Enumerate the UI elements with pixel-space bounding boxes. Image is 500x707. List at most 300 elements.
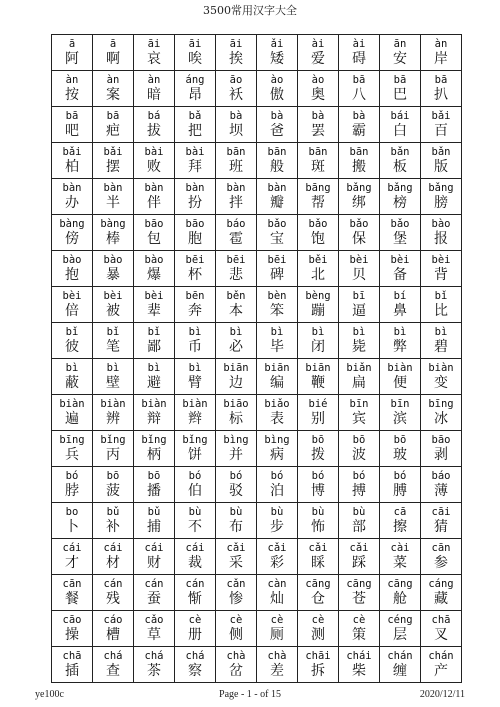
char-cell [380, 215, 421, 251]
char-cell [52, 575, 93, 611]
pinyin-label: ào [270, 74, 284, 86]
char-cell [421, 71, 462, 107]
pinyin-label: ān [393, 38, 407, 50]
pinyin-label: bù [270, 506, 284, 518]
pinyin-label: biǎn [346, 362, 372, 374]
char-cell [298, 539, 339, 575]
hanzi-character: 辫 [188, 411, 202, 427]
hanzi-character: 保 [352, 231, 366, 247]
char-cell [134, 107, 175, 143]
hanzi-character: 别 [311, 411, 325, 427]
char-cell [298, 575, 339, 611]
hanzi-character: 按 [65, 87, 79, 103]
hanzi-character: 灿 [270, 591, 284, 607]
pinyin-label: āi [229, 38, 243, 50]
pinyin-label: cái [62, 542, 82, 554]
char-cell [134, 575, 175, 611]
char-cell [380, 611, 421, 647]
char-cell [380, 71, 421, 107]
char-cell [175, 215, 216, 251]
hanzi-character: 安 [393, 51, 407, 67]
pinyin-label: biàn [141, 398, 167, 410]
hanzi-character: 爸 [270, 123, 284, 139]
hanzi-character: 蹦 [311, 303, 325, 319]
pinyin-label: bèi [103, 290, 123, 302]
char-cell [339, 179, 380, 215]
pinyin-label: biān [305, 362, 331, 374]
char-cell [339, 467, 380, 503]
pinyin-label: bāo [144, 218, 164, 230]
hanzi-character: 册 [188, 627, 202, 643]
pinyin-label: cǎi [308, 542, 328, 554]
hanzi-character: 板 [393, 159, 407, 175]
char-cell [257, 539, 298, 575]
hanzi-character: 案 [106, 87, 120, 103]
pinyin-label: bā [393, 74, 407, 86]
char-cell [298, 287, 339, 323]
grid-row [52, 323, 462, 359]
pinyin-label: bīng [59, 434, 85, 446]
hanzi-character: 鄙 [147, 339, 161, 355]
char-cell [52, 395, 93, 431]
char-cell [175, 359, 216, 395]
hanzi-character: 变 [434, 375, 448, 391]
pinyin-label: bèn [267, 290, 287, 302]
char-cell [216, 71, 257, 107]
hanzi-character: 避 [147, 375, 161, 391]
pinyin-label: cāo [62, 614, 82, 626]
char-cell [380, 359, 421, 395]
pinyin-label: chái [346, 650, 372, 662]
char-cell [257, 647, 298, 683]
char-cell [380, 251, 421, 287]
char-cell [257, 107, 298, 143]
char-cell [52, 359, 93, 395]
hanzi-character: 泊 [270, 483, 284, 499]
pinyin-label: bǎn [390, 146, 410, 158]
pinyin-label: bà [352, 110, 366, 122]
char-cell [421, 359, 462, 395]
hanzi-character: 榜 [393, 195, 407, 211]
char-cell [52, 107, 93, 143]
pinyin-label: chá [144, 650, 164, 662]
hanzi-character: 袄 [229, 87, 243, 103]
hanzi-character: 茶 [147, 663, 161, 679]
char-cell [175, 287, 216, 323]
pinyin-label: bì [270, 326, 284, 338]
char-cell [175, 179, 216, 215]
pinyin-label: cān [62, 578, 82, 590]
char-cell [339, 431, 380, 467]
grid-row [52, 179, 462, 215]
grid-row [52, 467, 462, 503]
grid-row [52, 539, 462, 575]
pinyin-label: ā [109, 38, 117, 50]
char-cell [380, 35, 421, 71]
hanzi-character: 辨 [106, 411, 120, 427]
pinyin-label: bù [229, 506, 243, 518]
hanzi-character: 草 [147, 627, 161, 643]
pinyin-label: bó [352, 470, 366, 482]
hanzi-character: 策 [352, 627, 366, 643]
pinyin-label: bào [103, 254, 123, 266]
pinyin-label: àn [434, 38, 448, 50]
hanzi-character: 碧 [434, 339, 448, 355]
grid-row [52, 647, 462, 683]
char-cell [298, 215, 339, 251]
pinyin-label: biān [264, 362, 290, 374]
hanzi-character: 伯 [188, 483, 202, 499]
pinyin-label: cán [103, 578, 123, 590]
char-cell [134, 359, 175, 395]
char-cell [216, 179, 257, 215]
hanzi-character: 查 [106, 663, 120, 679]
hanzi-character: 蔽 [65, 375, 79, 391]
hanzi-character: 背 [434, 267, 448, 283]
hanzi-character: 碑 [270, 267, 284, 283]
pinyin-label: bù [311, 506, 325, 518]
hanzi-character: 笨 [270, 303, 284, 319]
hanzi-character: 擦 [393, 519, 407, 535]
pinyin-label: bǎn [431, 146, 451, 158]
hanzi-character: 扁 [352, 375, 366, 391]
hanzi-character: 胞 [188, 231, 202, 247]
pinyin-label: bìng [264, 434, 290, 446]
grid-row [52, 359, 462, 395]
hanzi-character: 傍 [65, 231, 79, 247]
char-cell [257, 503, 298, 539]
pinyin-label: bà [229, 110, 243, 122]
hanzi-character: 冰 [434, 411, 448, 427]
pinyin-label: cài [390, 542, 410, 554]
grid-row [52, 287, 462, 323]
hanzi-character: 毙 [352, 339, 366, 355]
hanzi-character: 厕 [270, 627, 284, 643]
pinyin-label: cǎi [226, 542, 246, 554]
pinyin-label: bèi [144, 290, 164, 302]
hanzi-character: 扒 [434, 87, 448, 103]
char-cell [175, 143, 216, 179]
char-cell [175, 323, 216, 359]
pinyin-label: céng [387, 614, 413, 626]
pinyin-label: āo [229, 74, 243, 86]
hanzi-character: 察 [188, 663, 202, 679]
pinyin-label: bō [147, 470, 161, 482]
hanzi-character: 苍 [352, 591, 366, 607]
hanzi-character: 碍 [352, 51, 366, 67]
hanzi-character: 班 [229, 159, 243, 175]
hanzi-character: 饱 [311, 231, 325, 247]
pinyin-label: bài [144, 146, 164, 158]
hanzi-character: 柴 [352, 663, 366, 679]
hanzi-character: 雹 [229, 231, 243, 247]
char-cell [134, 287, 175, 323]
pinyin-label: biàn [100, 398, 126, 410]
char-cell [421, 611, 462, 647]
pinyin-label: chāi [305, 650, 331, 662]
hanzi-character: 臂 [188, 375, 202, 391]
char-cell [52, 179, 93, 215]
hanzi-character: 霸 [352, 123, 366, 139]
hanzi-character: 壁 [106, 375, 120, 391]
char-cell [298, 179, 339, 215]
pinyin-label: bǐng [141, 434, 167, 446]
pinyin-label: bǐ [147, 326, 161, 338]
hanzi-character: 采 [229, 555, 243, 571]
pinyin-label: ào [311, 74, 325, 86]
pinyin-label: bǎi [103, 146, 123, 158]
hanzi-character: 逼 [352, 303, 366, 319]
char-cell [93, 71, 134, 107]
hanzi-character: 鼻 [393, 303, 407, 319]
pinyin-label: bà [311, 110, 325, 122]
hanzi-character: 岸 [434, 51, 448, 67]
hanzi-character: 饼 [188, 447, 202, 463]
char-cell [339, 251, 380, 287]
char-cell [175, 467, 216, 503]
char-cell [134, 35, 175, 71]
char-cell [298, 323, 339, 359]
pinyin-label: bīn [349, 398, 369, 410]
hanzi-character: 帮 [311, 195, 325, 211]
hanzi-character: 才 [65, 555, 79, 571]
char-cell [380, 575, 421, 611]
pinyin-label: bó [270, 470, 284, 482]
char-cell [93, 611, 134, 647]
char-cell [339, 395, 380, 431]
hanzi-character: 踩 [352, 555, 366, 571]
pinyin-label: bàng [59, 218, 85, 230]
grid-row [52, 611, 462, 647]
hanzi-character: 堡 [393, 231, 407, 247]
pinyin-label: bā [106, 110, 120, 122]
pinyin-label: bo [65, 506, 79, 518]
pinyin-label: āi [188, 38, 202, 50]
char-cell [298, 611, 339, 647]
char-cell [134, 503, 175, 539]
char-cell [257, 179, 298, 215]
hanzi-character: 傲 [270, 87, 284, 103]
pinyin-label: cán [185, 578, 205, 590]
char-cell [421, 35, 462, 71]
char-cell [339, 35, 380, 71]
pinyin-label: bó [65, 470, 79, 482]
hanzi-character: 摆 [106, 159, 120, 175]
char-cell [298, 71, 339, 107]
pinyin-label: cè [352, 614, 366, 626]
char-cell [216, 143, 257, 179]
pinyin-label: cáng [428, 578, 454, 590]
hanzi-character: 罢 [311, 123, 325, 139]
grid-row [52, 503, 462, 539]
char-cell [421, 179, 462, 215]
pinyin-label: ài [352, 38, 366, 50]
char-cell [52, 71, 93, 107]
pinyin-label: běi [308, 254, 328, 266]
pinyin-label: bēn [185, 290, 205, 302]
pinyin-label: bǐ [65, 326, 79, 338]
pinyin-label: cán [144, 578, 164, 590]
char-cell [175, 107, 216, 143]
hanzi-character: 巴 [393, 87, 407, 103]
hanzi-character: 参 [434, 555, 448, 571]
pinyin-label: bǔ [147, 506, 161, 518]
char-cell [93, 287, 134, 323]
char-cell [93, 647, 134, 683]
char-cell [421, 323, 462, 359]
hanzi-character: 拌 [229, 195, 243, 211]
pinyin-label: bèng [305, 290, 331, 302]
hanzi-character: 弊 [393, 339, 407, 355]
char-cell [216, 323, 257, 359]
char-cell [257, 611, 298, 647]
pinyin-label: cāng [387, 578, 413, 590]
char-cell [52, 431, 93, 467]
pinyin-label: bèi [390, 254, 410, 266]
grid-row [52, 215, 462, 251]
pinyin-label: bié [308, 398, 328, 410]
pinyin-label: bā [352, 74, 366, 86]
hanzi-character: 比 [434, 303, 448, 319]
grid-row [52, 575, 462, 611]
char-cell [52, 215, 93, 251]
pinyin-label: bèi [431, 254, 451, 266]
char-cell [298, 251, 339, 287]
hanzi-character: 坝 [229, 123, 243, 139]
char-cell [93, 467, 134, 503]
char-cell [52, 35, 93, 71]
hanzi-character: 不 [188, 519, 202, 535]
char-cell [216, 251, 257, 287]
char-cell [421, 395, 462, 431]
footer-author: ye100c [35, 689, 64, 700]
char-cell [93, 107, 134, 143]
hanzi-character: 宝 [270, 231, 284, 247]
hanzi-character: 怖 [311, 519, 325, 535]
char-cell [298, 647, 339, 683]
hanzi-character: 柏 [65, 159, 79, 175]
pinyin-label: bà [270, 110, 284, 122]
char-cell [380, 287, 421, 323]
hanzi-grid [51, 34, 462, 683]
char-cell [421, 215, 462, 251]
hanzi-character: 爱 [311, 51, 325, 67]
char-cell [421, 539, 462, 575]
pinyin-label: bǐ [106, 326, 120, 338]
char-cell [298, 395, 339, 431]
hanzi-character: 步 [270, 519, 284, 535]
char-cell [134, 395, 175, 431]
hanzi-character: 搏 [352, 483, 366, 499]
pinyin-label: bāo [431, 434, 451, 446]
hanzi-character: 捕 [147, 519, 161, 535]
char-cell [298, 431, 339, 467]
pinyin-label: cān [431, 542, 451, 554]
pinyin-label: chà [267, 650, 287, 662]
char-cell [93, 251, 134, 287]
hanzi-character: 拜 [188, 159, 202, 175]
pinyin-label: chán [387, 650, 413, 662]
hanzi-character: 绑 [352, 195, 366, 211]
char-cell [216, 107, 257, 143]
hanzi-character: 藏 [434, 591, 448, 607]
pinyin-label: chā [62, 650, 82, 662]
char-cell [134, 179, 175, 215]
hanzi-character: 伴 [147, 195, 161, 211]
char-cell [421, 503, 462, 539]
char-cell [380, 467, 421, 503]
hanzi-character: 倍 [65, 303, 79, 319]
pinyin-label: bǎi [431, 110, 451, 122]
pinyin-label: báo [226, 218, 246, 230]
hanzi-character: 产 [434, 663, 448, 679]
char-cell [257, 35, 298, 71]
pinyin-label: bī [352, 290, 366, 302]
hanzi-character: 卜 [65, 519, 79, 535]
grid-row [52, 251, 462, 287]
hanzi-character: 搬 [352, 159, 366, 175]
char-cell [216, 503, 257, 539]
char-cell [216, 215, 257, 251]
footer-date: 2020/12/11 [419, 689, 465, 700]
pinyin-label: bí [393, 290, 407, 302]
hanzi-character: 标 [229, 411, 243, 427]
pinyin-label: cè [188, 614, 202, 626]
pinyin-label: chā [431, 614, 451, 626]
hanzi-character: 鞭 [311, 375, 325, 391]
hanzi-character: 辈 [147, 303, 161, 319]
char-cell [339, 647, 380, 683]
hanzi-character: 币 [188, 339, 202, 355]
pinyin-label: àn [65, 74, 79, 86]
char-cell [175, 611, 216, 647]
hanzi-character: 唉 [188, 51, 202, 67]
pinyin-label: bǎi [62, 146, 82, 158]
pinyin-label: bá [147, 110, 161, 122]
pinyin-label: cái [103, 542, 123, 554]
pinyin-label: cǎi [349, 542, 369, 554]
char-cell [257, 215, 298, 251]
hanzi-character: 便 [393, 375, 407, 391]
char-cell [134, 71, 175, 107]
hanzi-character: 薄 [434, 483, 448, 499]
hanzi-character: 测 [311, 627, 325, 643]
pinyin-label: bì [147, 362, 161, 374]
pinyin-label: cā [393, 506, 407, 518]
hanzi-character: 菠 [106, 483, 120, 499]
hanzi-character: 包 [147, 231, 161, 247]
grid-row [52, 71, 462, 107]
grid-row [52, 35, 462, 71]
hanzi-character: 补 [106, 519, 120, 535]
hanzi-character: 阿 [65, 51, 79, 67]
pinyin-label: bì [106, 362, 120, 374]
pinyin-label: cè [229, 614, 243, 626]
char-cell [257, 395, 298, 431]
hanzi-character: 操 [65, 627, 79, 643]
pinyin-label: bō [311, 434, 325, 446]
pinyin-label: bèi [62, 290, 82, 302]
char-cell [421, 107, 462, 143]
pinyin-label: bì [393, 326, 407, 338]
hanzi-character: 槽 [106, 627, 120, 643]
char-cell [339, 611, 380, 647]
pinyin-label: bào [431, 218, 451, 230]
char-cell [421, 431, 462, 467]
pinyin-label: āi [147, 38, 161, 50]
char-cell [339, 143, 380, 179]
char-cell [380, 647, 421, 683]
